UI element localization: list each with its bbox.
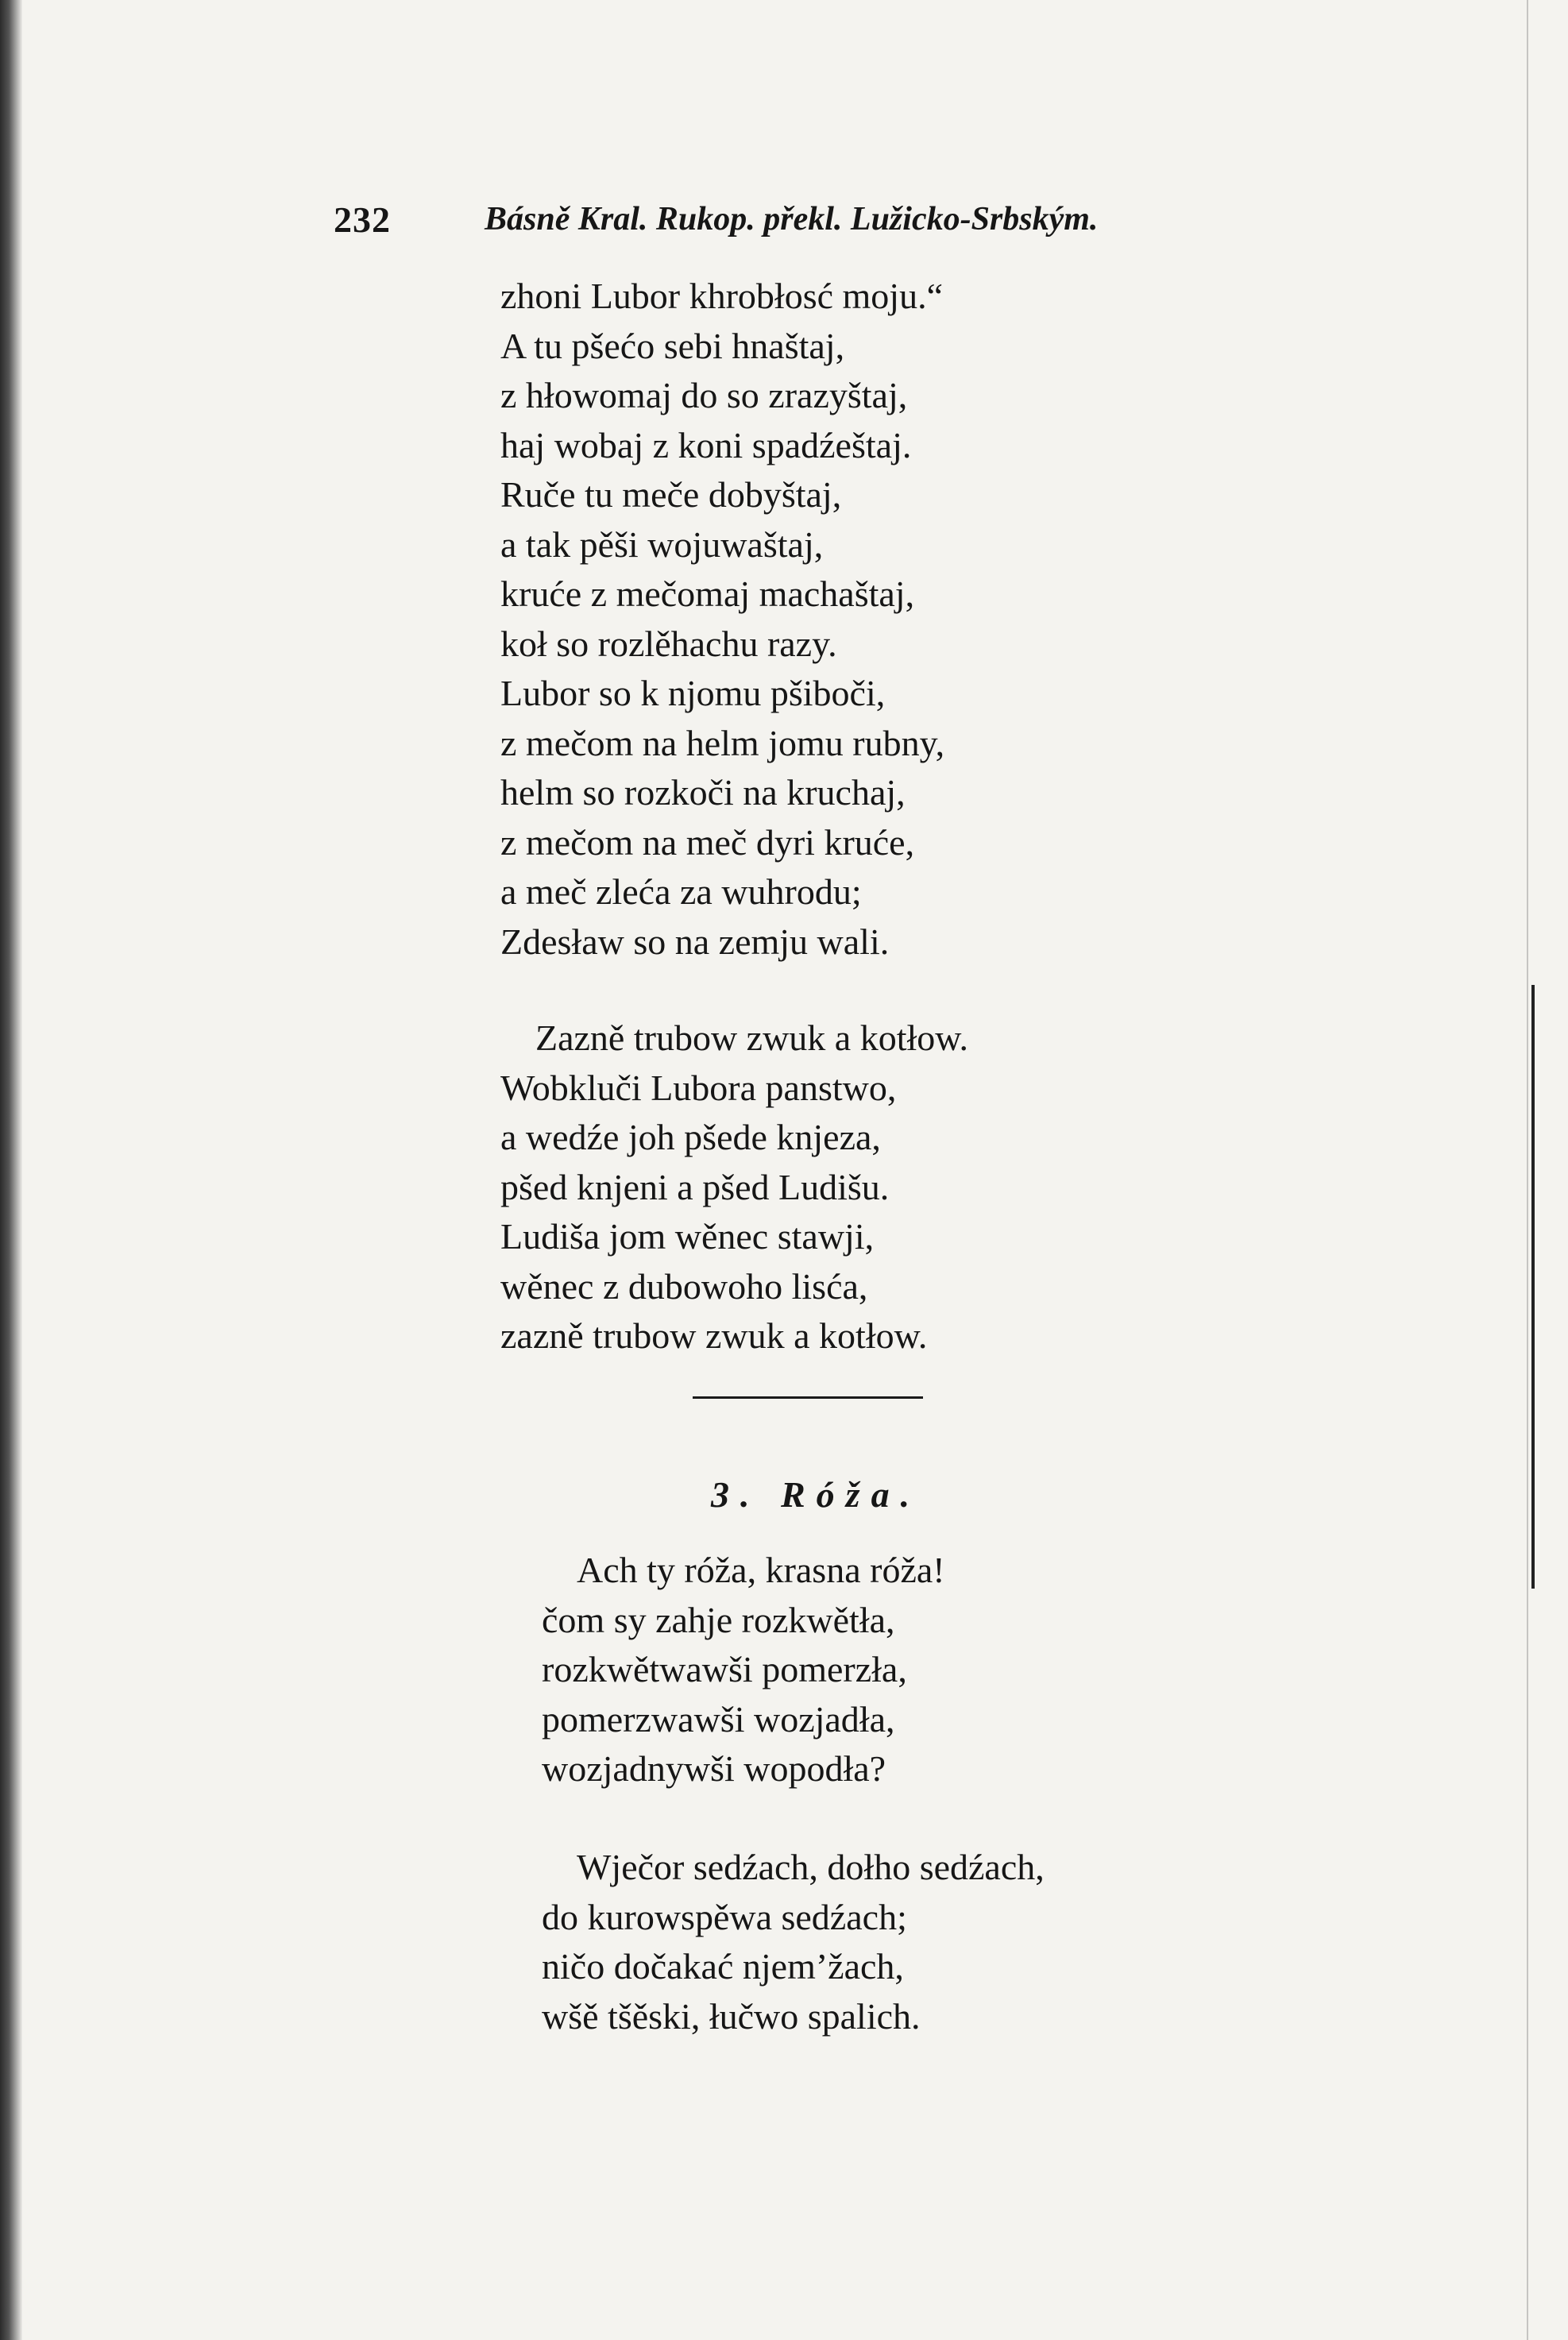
verse-line: a wedźe joh pšede knjeza, (500, 1117, 881, 1157)
section-divider (693, 1396, 923, 1399)
stanza (542, 1843, 1045, 2041)
verse-line: a meč zleća za wuhrodu; (500, 871, 862, 912)
verse-line: z hłowomaj do so zrazyštaj, (500, 375, 908, 415)
stanza (500, 1014, 968, 1361)
verse-line: Ach ty róža, krasna róža! (577, 1550, 945, 1590)
verse-line: ničo dočakać njem’žach, (542, 1946, 904, 1987)
verse-line: Wječor sedźach, dołho sedźach, (577, 1847, 1045, 1887)
verse-line: Lubor so k njomu pšiboči, (500, 673, 886, 713)
verse-line: do kurowspěwa sedźach; (542, 1896, 907, 1937)
verse-line: helm so rozkoči na kruchaj, (500, 772, 906, 813)
verse-line: haj wobaj z koni spadźeštaj. (500, 424, 912, 465)
verse-line: z mečom na meč dyri kruće, (500, 821, 915, 863)
verse-line: wšě tšěski, łučwo spalich. (542, 1995, 921, 2037)
verse-line: Zazně trubow zwuk a kotłow. (535, 1017, 969, 1058)
verse-line: a tak pěši wojuwaštaj, (500, 523, 824, 565)
stanza (542, 1546, 945, 1794)
running-title: Básně Kral. Rukop. překl. Lužicko-Srbským. (485, 201, 1099, 237)
verse-line: A tu pšećo sebi hnaštaj, (500, 325, 845, 366)
verse-line: Ruče tu meče dobyštaj, (500, 474, 842, 515)
verse-line: pomerzwawši wozjadła, (542, 1698, 895, 1740)
verse-line: Zdesław so na zemju wali. (500, 921, 890, 962)
page-edge (1527, 0, 1528, 2340)
section-title: 3. Róža. (711, 1474, 921, 1515)
verse-line: rozkwětwawši pomerzła, (542, 1649, 907, 1689)
verse-line: pšed knjeni a pšed Ludišu. (500, 1166, 890, 1207)
verse-line: koł so rozlěhachu razy. (500, 623, 837, 664)
page-edge-mark (1531, 985, 1535, 1589)
page-shadow (0, 0, 22, 2340)
verse-line: čom sy zahje rozkwětła, (542, 1599, 895, 1640)
verse-line: zhoni Lubor khrobłosć moju.“ (500, 276, 944, 316)
stanza (500, 272, 944, 967)
verse-line: z mečom na helm jomu rubny, (500, 722, 945, 763)
verse-line: zazně trubow zwuk a kotłow. (500, 1315, 928, 1356)
page-number: 232 (334, 199, 391, 240)
verse-line: wozjadnywši wopodła? (542, 1748, 886, 1789)
page-header (334, 199, 1176, 246)
verse-line: wěnec z dubowoho lisća, (500, 1265, 868, 1307)
verse-line: Ludiša jom wěnec stawji, (500, 1216, 875, 1257)
verse-line: Wobkluči Lubora panstwo, (500, 1067, 897, 1108)
verse-line: kruće z mečomaj machaštaj, (500, 573, 915, 614)
